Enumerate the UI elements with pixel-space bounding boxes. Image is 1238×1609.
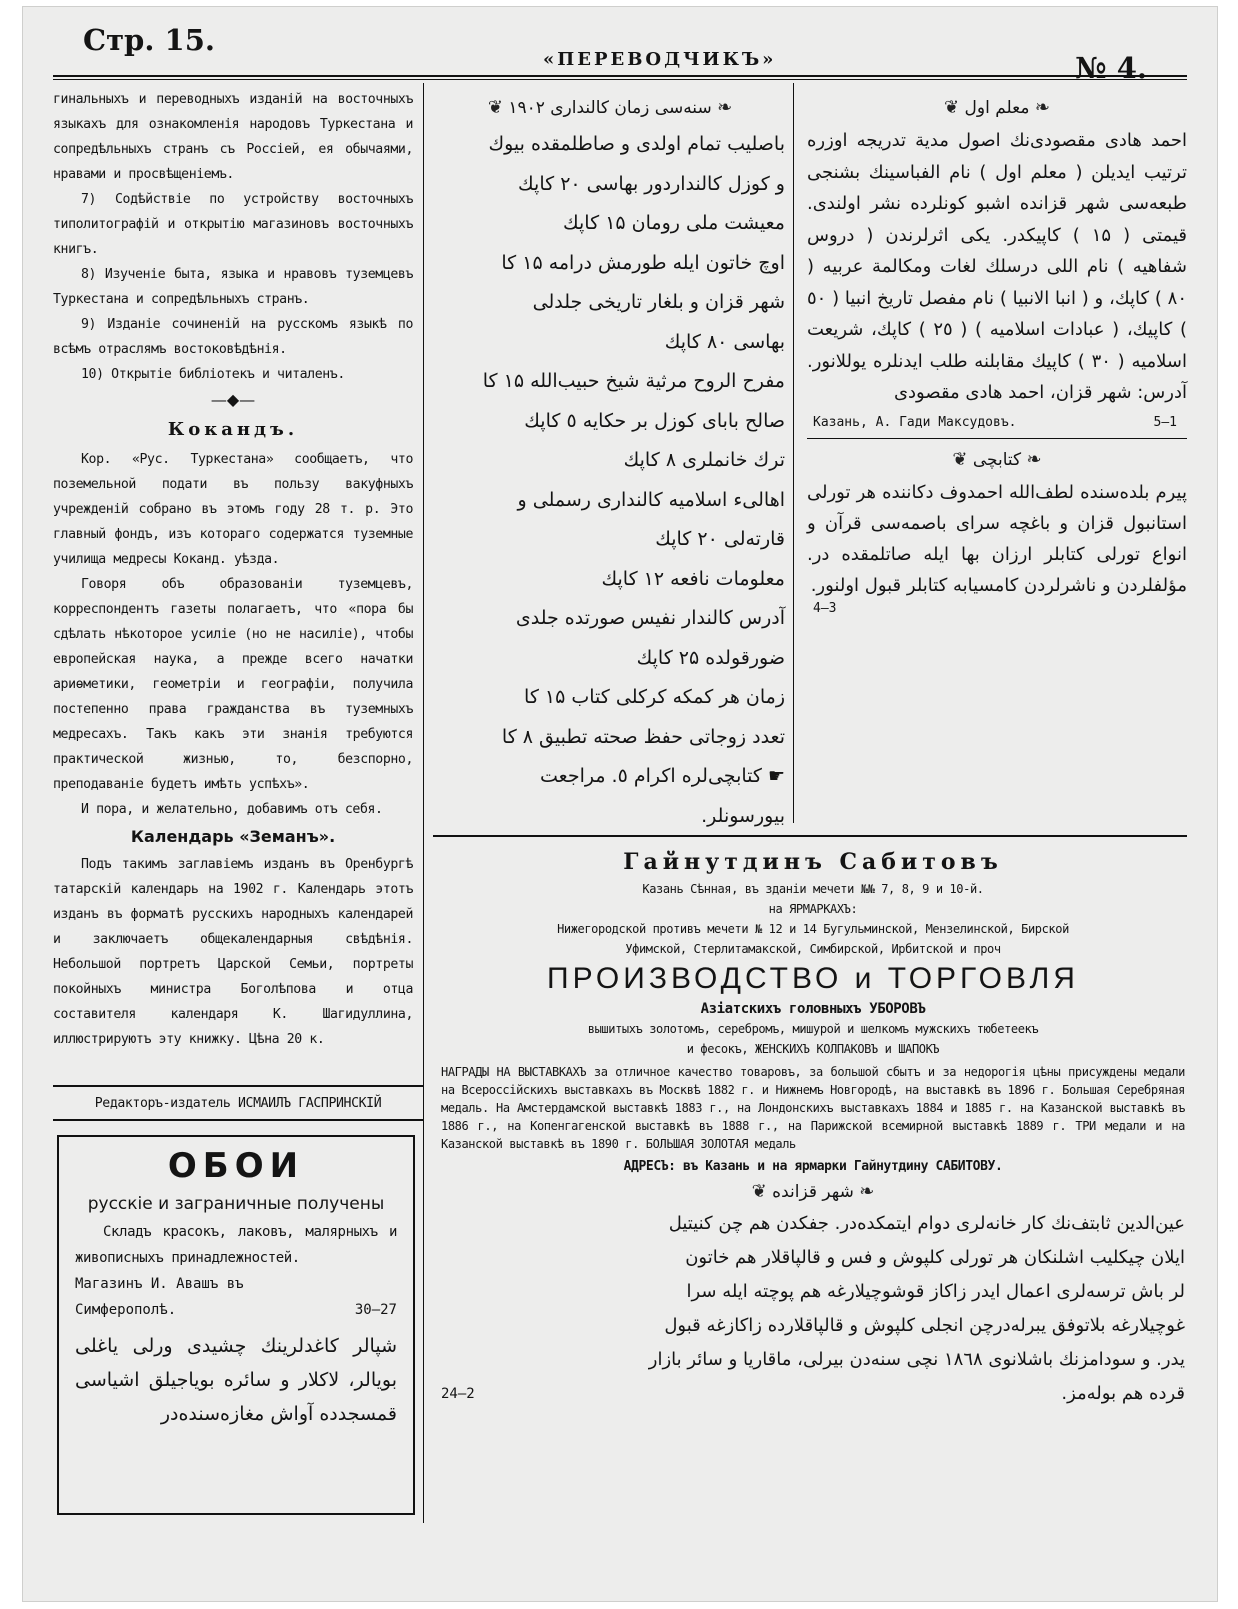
kokand-paragraph-3: И пора, и желательно, добавимъ отъ себя.: [81, 802, 383, 817]
sabitov-name: Гайнутдинъ Сабитовъ: [623, 849, 1003, 875]
flourish-left-icon: ❦: [751, 1181, 767, 1202]
list-item-9: 9) Изданіе сочиненій на русскомъ языкѣ по всѣмъ отраслямъ востоковѣдѣнія.: [53, 317, 413, 357]
sabitov-advertisement: [433, 845, 1193, 1535]
muallim-heading: [807, 91, 1187, 125]
editor-line: [53, 1091, 423, 1117]
sabitov-rule: [433, 835, 1187, 837]
header-rule-thin: [53, 79, 1187, 80]
editor-rule-bottom: [53, 1119, 423, 1121]
list-item-10: 10) Открытіе библіотекъ и читаленъ.: [81, 367, 345, 382]
sabitov-address: АДРЕСЪ: въ Казань и на ярмарки Гайнутдину САБИТОВУ.: [623, 1159, 1003, 1174]
flourish-right-icon: ❧: [859, 1181, 875, 1202]
right-column-rule: [807, 438, 1187, 439]
sabitov-line-7: и фесокъ, ЖЕНСКИХЪ КОЛПАКОВЪ и ШАПОКЪ: [686, 1042, 940, 1056]
muallim-text: احمد هادی مقصودی‌نك اصول مدیة تدریجه اوزره ترتیب ایدیلن ( معلم اول ) نام الفباسینك بشنجی طبعه‌سی شهر قزانده اشبو کونلرده نشر اولندی. قیمتی ( ۱۵ ) کاپیکدر. یکی اثرلرندن ( دروس شفاهیه ) نام اللی درسلك لغات ومکالمة عربیه ( ۸۰ ) کاپك، و ( انبا الانبیا ) نام مفصل تاریخ انبیا ( ٥۰ ) کاپیك، ( عبادات اسلامیه ) ( ۲٥ ) کاپك، شریعت اسلامیه ( ۳۰ ) کاپیك مقابلنه طلب ایدنلره یوللانور. آدرس: شهر قزان، احمد هادی مقصودی: [807, 130, 1188, 403]
zeman-line-10: اهالیء اسلامیه کالنداری رسملی و: [517, 488, 785, 511]
sabitov-arabic-line-1: عین‌الدین ثابتف‌نك کار خانه‌لری دوام ایتمکده‌در. جفکدن هم چن کنیتیل: [668, 1213, 1185, 1234]
flourish-right-icon: ❧: [1026, 448, 1042, 470]
middle-column: [435, 91, 785, 827]
section-divider: —◆—: [210, 390, 256, 409]
sabitov-arabic-title: شهر قزانده: [772, 1182, 854, 1202]
flourish-left-icon: ❦: [952, 448, 968, 470]
newspaper-page: [22, 6, 1218, 1602]
zeman-line-18: بیورسونلر.: [701, 804, 785, 827]
oboi-text: Складъ красокъ, лаковъ, малярныхъ и живописныхъ принадлежностей.: [75, 1224, 397, 1266]
sabitov-arabic-line-6: قرده هم بوله‌مز.: [1061, 1383, 1185, 1404]
oboi-title: ОБОИ: [167, 1146, 305, 1186]
column-rule-right: [793, 83, 794, 823]
sabitov-arabic-line-4: غوچیلارغه بلاتوفق یبرله‌درچن انجلی کلپوش و قالپاقلارده زاکازغه قبول: [664, 1315, 1185, 1336]
editor-rule-top: [53, 1085, 423, 1087]
newspaper-title: «ПЕРЕВОДЧИКЪ»: [543, 49, 777, 70]
sabitov-arabic-line-3: لر باش ترسه‌لری اعمال ایدر زاکاز قوشوچیلارغه هم پوچته ایله سرا: [686, 1281, 1185, 1302]
zeman-line-3: معیشت ملی رومان ۱۵ کاپك: [563, 212, 785, 234]
muallim-signature-code: 5—1: [1153, 414, 1177, 430]
sabitov-awards: НАГРАДЫ НА ВЫСТАВКАХЪ за отличное качество товаровъ, за большой сбытъ и за недорогія цѣны присуждены медали на Всероссійскихъ выставкахъ въ Москвѣ 1882 г. и Нижнемъ Новгородѣ, на выставкѣ въ 1896 г. Большая Серебряная медаль. На Амстердамской выставкѣ 1883 г., на Лондонскихъ выставкахъ 1884 и 1885 г. на Казанской выставкѣ въ 1886 г., на Копенгагенской выставкѣ въ 1888 г., на Парижской всемирной выставкѣ 1889 г. ТРИ медали и на Казанской выставкѣ въ 1890 г. БОЛЬШАЯ ЗОЛОТАЯ медаль: [441, 1065, 1185, 1151]
header-rule: [53, 75, 1187, 77]
sabitov-arabic-heading: [441, 1177, 1185, 1207]
flourish-right-icon: ❧: [1034, 97, 1050, 118]
kitabchi-title: کتابچی: [972, 449, 1022, 470]
sabitov-line-1: Казань Сѣнная, въ зданіи мечети №№ 7, 8, 9 и 10-й.: [642, 882, 984, 896]
sabitov-headline: ПРОИЗВОДСТВО и ТОРГОВЛЯ: [547, 962, 1079, 995]
right-column: [807, 91, 1187, 831]
sabitov-line-6: вышитыхъ золотомъ, серебромъ, мишурой и шелкомъ мужскихъ тюбетеекъ: [587, 1022, 1039, 1036]
kitabchi-signature-code: 4—3: [813, 600, 837, 616]
sabitov-code: 24—2: [441, 1386, 475, 1402]
sabitov-arabic-line-5: یدر. و سودامزنك باشلانوی ۱۸٦۸ نچی سنه‌دن بیرلی، ماقاریا و سائر بازار: [648, 1349, 1185, 1370]
zeman-line-15: زمان هر کمکه کرکلی کتاب ۱۵ کا: [524, 686, 785, 708]
sabitov-line-4: Уфимской, Стерлитамакской, Симбирской, Ирбитской и проч: [625, 942, 1001, 956]
kokand-paragraph-1: Кор. «Рус. Туркестана» сообщаетъ, что поземельной подати въ пользу вакуфныхъ учрежденій собрано въ этомъ году 28 т. р. Это главный фондъ, изъ котораго содержатся туземные училища медресы Коканд. уѣзда.: [53, 452, 413, 567]
zeman-line-2: و کوزل کالنداردور بهاسی ۲۰ کاپك: [518, 172, 785, 195]
zeman-heading: [435, 91, 785, 125]
list-item-7: 7) Содѣйствіе по устройству восточныхъ типолитографій и открытію магазиновъ восточныхъ книгъ.: [53, 192, 413, 257]
kokand-paragraph-2: Говоря объ образованіи туземцевъ, корреспондентъ газеты полагаетъ, что «пора бы сдѣлать нѣкоторое усиліе (но не насиліе), чтобы европейская наука, а прежде всего начатки ариѳметики, геометріи и географіи, получила постепенно права гражданства въ туземныхъ медресахъ. Такъ какъ эти знанія требуются практической жизнью, то, безспорно, преподаваніе будетъ имѣть успѣхъ».: [53, 577, 413, 792]
oboi-advertisement: [57, 1135, 415, 1515]
editor-name: Редакторъ-издатель ИСМАИЛЪ ГАСПРИНСКІЙ: [94, 1096, 382, 1111]
muallim-title: معلم اول: [964, 98, 1030, 118]
flourish-left-icon: ❦: [944, 97, 960, 118]
zeman-line-12: معلومات نافعه ۱۲ کاپك: [601, 567, 785, 590]
oboi-shop: Магазинъ И. Авашъ въ Симферополѣ.: [75, 1276, 244, 1318]
sabitov-line-2: на ЯРМАРКАХЪ:: [768, 902, 858, 916]
oboi-code: 30—27: [354, 1302, 397, 1318]
muallim-signature-name: Казань, А. Гади Максудовъ.: [813, 414, 1017, 430]
calendar-paragraph: Подъ такимъ заглавіемъ изданъ въ Оренбургѣ татарскій календарь на 1902 г. Календарь этотъ изданъ въ форматѣ русскихъ народныхъ календарей и заключаетъ общекалендарныя свѣдѣнія. Небольшой портретъ Царской Семьи, портреты покойныхъ министра Боголѣпова и отца составителя календаря К. Шагидуллина, иллюстрируютъ эту книжку. Цѣна 20 к.: [53, 857, 413, 1047]
page-number: Стр. 15.: [83, 23, 215, 57]
sabitov-arabic-line-2: ایلان چیکلیب اشلنکان هر تورلی کلپوش و فس و قالپاقلار هم خاتون: [685, 1247, 1185, 1268]
calendar-title: Календарь «Земанъ».: [130, 827, 336, 846]
sabitov-line-3: Нижегородской противъ мечети № 12 и 14 Бугульминской, Мензелинской, Бирской: [557, 922, 1069, 936]
kitabchi-signature: [807, 601, 1187, 616]
zeman-line-6: بهاسی ۸۰ کاپك: [664, 330, 785, 353]
zeman-line-11: قارته‌لی ۲۰ کاپك: [655, 528, 785, 550]
flourish-left-icon: ❦: [487, 97, 503, 118]
zeman-line-14: ضورقولده ۲۵ کاپك: [636, 646, 785, 669]
zeman-line-5: شهر قزان و بلغار تاریخی جلدلی: [532, 291, 785, 313]
zeman-line-7: مفرح الروح مرثیة شیخ حبیب‌الله ۱۵ کا: [482, 370, 785, 392]
zeman-title: ۱۹۰۲ سنه‌سی زمان کالنداری: [508, 98, 712, 118]
zeman-line-13: آدرس کالندار نفیس صورتده جلدی: [515, 607, 785, 629]
zeman-line-9: ترك خانملری ۸ کاپك: [623, 449, 785, 471]
sabitov-line-5: Азіатскихъ головныхъ УБОРОВЪ: [700, 1001, 926, 1017]
oboi-subtitle: русскіе и заграничные получены: [87, 1194, 385, 1214]
left-column: [53, 87, 413, 1087]
kitabchi-heading: [807, 443, 1187, 477]
zeman-line-17: ☛ کتابچی‌لره اکرام ٥. مراجعت: [540, 765, 785, 787]
muallim-signature: [807, 409, 1187, 430]
list-item-8: 8) Изученіе быта, языка и нравовъ туземцевъ Туркестана и сопредѣльныхъ странъ.: [53, 267, 413, 307]
oboi-arabic-text: شپالر کاغدلرینك چشیدی ورلی یاغلی بویالر، لاکلار و سائره بویاجیلق اشیاسی قمسجدده آواش مغازه‌سنده‌در: [75, 1335, 397, 1425]
kokand-title: Кокандъ.: [167, 419, 299, 440]
zeman-line-16: تعدد زوجاتی حفظ صحته تطبیق ۸ کا: [501, 725, 785, 748]
issue-number: № 4.: [1075, 51, 1147, 85]
intro-paragraph: гинальныхъ и переводныхъ изданій на восточныхъ языкахъ для ознакомленія народовъ Туркестана и сопредѣльныхъ странъ съ Россіей, ея обычаями, нравами и просвѣщеніемъ.: [53, 92, 413, 182]
flourish-right-icon: ❧: [717, 97, 733, 118]
zeman-line-4: اوچ خاتون ایله طورمش درامه ۱۵ کا: [501, 251, 785, 274]
zeman-line-8: صالح بابای کوزل بر حکایه ٥ کاپك: [524, 409, 785, 432]
column-rule-left: [423, 83, 424, 1523]
zeman-line-1: باصلیب تمام اولدی و صاطلمقده بیوك: [488, 133, 785, 155]
kitabchi-text: پیرم بلده‌سنده لطف‌الله احمدوف دکاننده هر تورلی استانبول قزان و باغچه سرای باصمه‌سی قرآن و انواع تورلی کتابلر ارزان بها ایله صاتلمقده در. مؤلفلردن و ناشرلردن کامسیابه کتابلر قبول اولنور.: [807, 481, 1187, 596]
